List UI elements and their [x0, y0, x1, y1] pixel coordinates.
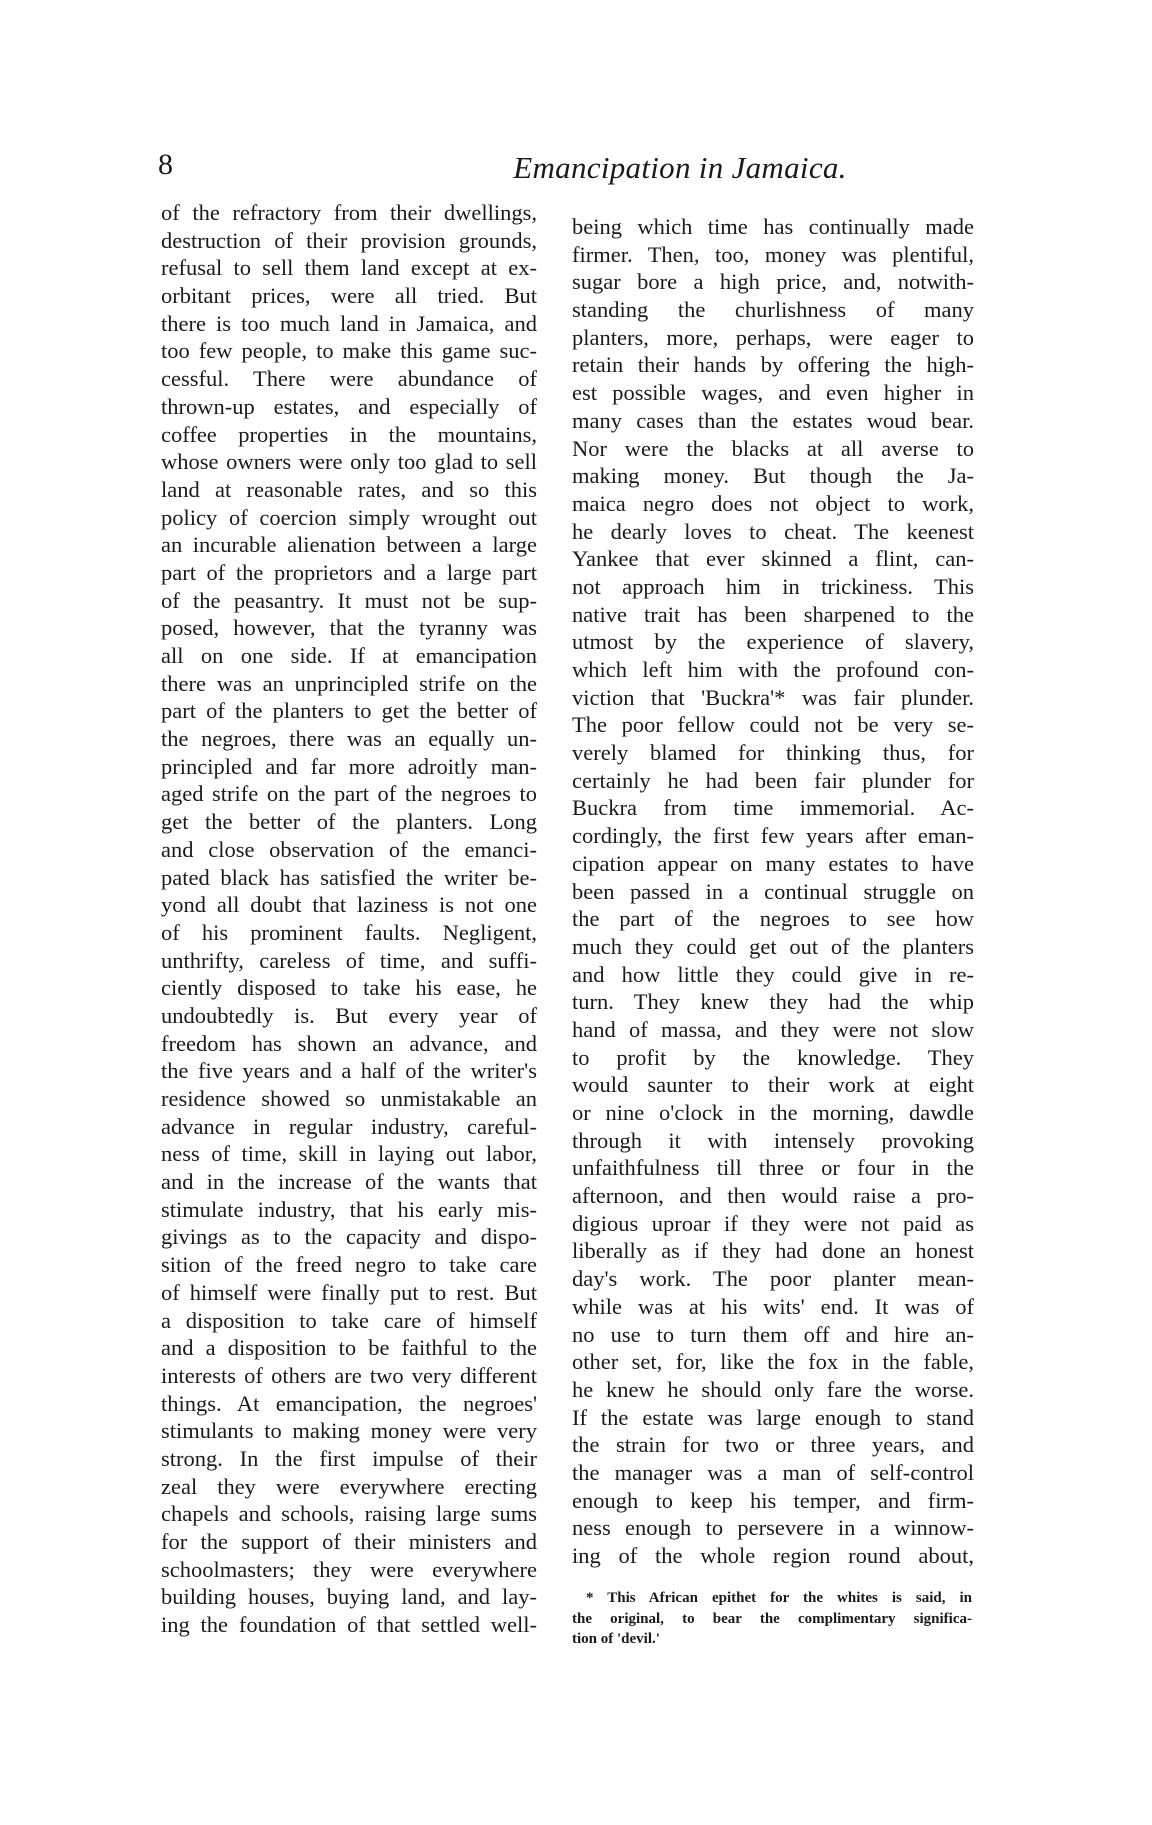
left-column-line: ing the foundation of that settled well- [161, 1612, 537, 1638]
right-column-line: unfaithfulness till three or four in the [572, 1155, 974, 1181]
right-column-line: the manager was a man of self-control [572, 1459, 974, 1485]
left-column-line: of the refractory from their dwellings, [161, 200, 537, 225]
left-column-line: for the support of their ministers and [161, 1529, 537, 1554]
left-column-line: stimulants to making money were very [161, 1418, 537, 1444]
left-column-line: too few people, to make this game suc- [161, 338, 537, 364]
right-column-line: verely blamed for thinking thus, for [572, 740, 974, 766]
left-column-line: whose owners were only too glad to sell [161, 449, 537, 475]
right-column-line: cipation appear on many estates to have [572, 850, 974, 876]
left-column-line: principled and far more adroitly man- [161, 753, 537, 779]
left-column-line: get the better of the planters. Long [161, 809, 537, 835]
left-column-line: undoubtedly is. But every year of [161, 1002, 537, 1028]
right-column-line: the strain for two or three years, and [572, 1432, 974, 1458]
right-column-line: viction that 'Buckra'* was fair plunder. [572, 684, 974, 710]
footnote [572, 1588, 972, 1650]
left-column-line: residence showed so unmistakable an [161, 1086, 537, 1111]
left-column-line: and in the increase of the wants that [161, 1169, 537, 1195]
right-column-line: many cases than the estates woud bear. [572, 407, 974, 433]
left-column-line: freedom has shown an advance, and [161, 1030, 537, 1056]
left-column-line: coffee properties in the mountains, [161, 421, 537, 447]
left-column-line: building houses, buying land, and lay- [161, 1584, 537, 1610]
right-column-line: been passed in a continual struggle on [572, 878, 974, 904]
right-column-line: not approach him in trickiness. This [572, 573, 974, 599]
left-column-line: the negroes, there was an equally un- [161, 726, 537, 752]
footnote-line: * This African epithet for the whites is said, in [586, 1590, 972, 1606]
right-column-line: other set, for, like the fox in the fable, [572, 1349, 974, 1375]
left-column-line: of his prominent faults. Negligent, [161, 919, 537, 945]
left-column-line: ness of time, skill in laying out labor, [161, 1141, 537, 1167]
right-column-line: no use to turn them off and hire an- [572, 1321, 974, 1347]
right-column-line: afternoon, and then would raise a pro- [572, 1183, 974, 1209]
left-column-line: pated black has satisfied the writer be- [161, 864, 537, 890]
left-column-line: zeal they were everywhere erecting [161, 1473, 537, 1499]
running-title: Emancipation in Jamaica. [513, 150, 847, 185]
right-column-line: sugar bore a high price, and, notwith- [572, 269, 974, 295]
right-column-line: turn. They knew they had the whip [572, 989, 974, 1015]
left-column-line: chapels and schools, raising large sums [161, 1501, 537, 1527]
right-column-line: or nine o'clock in the morning, dawdle [572, 1100, 974, 1125]
right-column-line: est possible wages, and even higher in [572, 380, 974, 406]
left-column-line: strong. In the first impulse of their [161, 1445, 537, 1471]
right-column-line: while was at his wits' end. It was of [572, 1293, 974, 1319]
left-column-line: posed, however, that the tyranny was [161, 615, 537, 641]
right-column-line: standing the churlishness of many [572, 297, 974, 323]
left-column-line: the five years and a half of the writer's [161, 1058, 537, 1084]
right-column-line: maica negro does not object to work, [572, 490, 974, 516]
left-column-line: and a disposition to be faithful to the [161, 1335, 537, 1361]
right-column-line: which left him with the profound con- [572, 657, 974, 682]
right-column-line: Nor were the blacks at all averse to [572, 435, 974, 461]
left-column-line: advance in regular industry, careful- [161, 1113, 537, 1139]
right-column-line: digious uproar if they were not paid as [572, 1210, 974, 1236]
right-column-line: Buckra from time immemorial. Ac- [572, 795, 974, 821]
right-column-line: liberally as if they had done an honest [572, 1238, 974, 1264]
left-column-line: yond all doubt that laziness is not one [161, 892, 537, 918]
right-column-line: to profit by the knowledge. They [572, 1044, 974, 1070]
right-column-line: native trait has been sharpened to the [572, 601, 974, 627]
right-column-line: certainly he had been fair plunder for [572, 767, 974, 793]
left-column-line: ciently disposed to take his ease, he [161, 975, 537, 1001]
right-column-line: being which time has continually made [572, 214, 974, 239]
right-column-line: retain their hands by offering the high- [572, 352, 974, 378]
right-column-line: the part of the negroes to see how [572, 906, 974, 932]
left-column-line: sition of the freed negro to take care [161, 1252, 537, 1278]
right-column-line: Yankee that ever skinned a flint, can- [572, 546, 974, 572]
footnote-line: tion of 'devil.' [572, 1631, 660, 1647]
left-column-line: all on one side. If at emancipation [161, 643, 537, 668]
left-column-line: interests of others are two very different [161, 1362, 537, 1388]
right-column-line: much they could get out of the planters [572, 933, 974, 959]
left-column-line: thrown-up estates, and especially of [161, 393, 537, 419]
left-column-line: and close observation of the emanci- [161, 836, 537, 862]
left-column-line: orbitant prices, were all tried. But [161, 283, 537, 309]
left-column-line: schoolmasters; they were everywhere [161, 1556, 537, 1582]
right-column-line: through it with intensely provoking [572, 1127, 974, 1153]
left-column-line: aged strife on the part of the negroes to [161, 781, 537, 807]
right-column-line: planters, more, perhaps, were eager to [572, 324, 974, 350]
footnote-line: the original, to bear the complimentary significa- [572, 1610, 972, 1627]
left-column-line: destruction of their provision grounds, [161, 227, 537, 253]
left-column-line: policy of coercion simply wrought out [161, 504, 537, 530]
right-column-line: If the estate was large enough to stand [572, 1404, 974, 1430]
left-column-line: an incurable alienation between a large [161, 532, 537, 558]
left-column-line: givings as to the capacity and dispo- [161, 1224, 537, 1250]
left-column-line: there is too much land in Jamaica, and [161, 310, 537, 336]
right-column-line: enough to keep his temper, and firm- [572, 1487, 974, 1513]
left-column-line: part of the proprietors and a large part [161, 559, 537, 585]
right-column-line: and how little they could give in re- [572, 961, 974, 987]
right-column-line: he knew he should only fare the worse. [572, 1376, 974, 1402]
right-column [572, 213, 974, 1570]
right-column-line: cordingly, the first few years after eman- [572, 823, 974, 849]
left-column-line: stimulate industry, that his early mis- [161, 1196, 537, 1222]
left-column-line: cessful. There were abundance of [161, 366, 537, 392]
right-column-line: ness enough to persevere in a winnow- [572, 1515, 974, 1541]
left-column-line: of the peasantry. It must not be sup- [161, 587, 537, 613]
right-column-line: The poor fellow could not be very se- [572, 712, 974, 738]
right-column-line: utmost by the experience of slavery, [572, 629, 974, 655]
left-column-line: refusal to sell them land except at ex- [161, 255, 537, 281]
page-number: 8 [158, 148, 173, 181]
right-column-line: making money. But though the Ja- [572, 463, 974, 489]
left-column-line: a disposition to take care of himself [161, 1307, 537, 1333]
left-column-line: unthrifty, careless of time, and suffi- [161, 947, 537, 973]
left-column-line: part of the planters to get the better of [161, 698, 537, 724]
right-column-line: day's work. The poor planter mean- [572, 1266, 974, 1292]
right-column-line: ing of the whole region round about, [572, 1543, 974, 1568]
left-column [161, 199, 537, 1639]
right-column-line: hand of massa, and they were not slow [572, 1016, 974, 1042]
left-column-line: land at reasonable rates, and so this [161, 476, 537, 502]
right-column-line: firmer. Then, too, money was plentiful, [572, 241, 974, 267]
left-column-line: things. At emancipation, the negroes' [161, 1390, 537, 1416]
right-column-line: he dearly loves to cheat. The keenest [572, 518, 974, 544]
left-column-line: there was an unprincipled strife on the [161, 670, 537, 696]
right-column-line: would saunter to their work at eight [572, 1072, 974, 1098]
left-column-line: of himself were finally put to rest. But [161, 1279, 537, 1305]
